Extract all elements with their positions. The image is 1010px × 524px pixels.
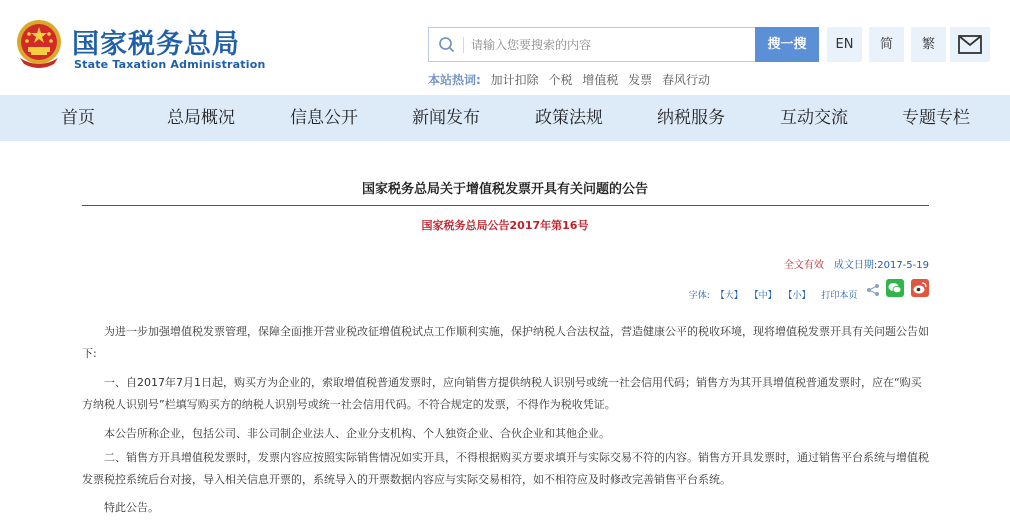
hotword-link[interactable]: 发票 bbox=[628, 73, 653, 87]
search-divider bbox=[463, 37, 464, 53]
site-logo-subtitle: State Taxation Administration bbox=[74, 58, 266, 71]
article-title: 国家税务总局关于增值税发票开具有关问题的公告 bbox=[361, 182, 648, 197]
nav-item-home[interactable]: 首页 bbox=[61, 108, 95, 128]
mail-icon bbox=[958, 35, 982, 54]
nav-item-overview[interactable]: 总局概况 bbox=[167, 108, 235, 128]
article-toolbar bbox=[600, 279, 929, 299]
hotword-link[interactable]: 加计扣除 bbox=[490, 73, 539, 87]
lang-traditional-button[interactable]: 繁 bbox=[911, 27, 946, 62]
title-divider bbox=[82, 205, 929, 206]
font-medium-button[interactable]: 【中】 bbox=[749, 291, 777, 301]
article-paragraph: 一、自2017年7月1日起，购买方为企业的，索取增值税普通发票时，应向销售方提供纳税人识别号或统一社会信用代码；销售方为其开具增值税普通发票时，应在“购买方纳税人识别号”栏填写购买方的纳税人识别号或统一社会信用代码。不符合规定的发票，不得作为税收凭证。 bbox=[82, 376, 922, 411]
nav-item-news[interactable]: 新闻发布 bbox=[412, 108, 480, 128]
print-button[interactable]: 打印本页 bbox=[821, 291, 858, 301]
nav-item-policy[interactable]: 政策法规 bbox=[535, 108, 603, 128]
article-paragraph: 本公告所称企业，包括公司、非公司制企业法人、企业分支机构、个人独资企业、合伙企业和其他企业。 bbox=[104, 427, 610, 440]
site-logo-title[interactable]: 国家税务总局 bbox=[72, 29, 240, 60]
font-large-button[interactable]: 【大】 bbox=[715, 291, 743, 301]
date-label: 成文日期: bbox=[833, 260, 878, 271]
lang-simplified-button[interactable]: 简 bbox=[869, 27, 904, 62]
search-input[interactable] bbox=[471, 34, 751, 56]
nav-item-interaction[interactable]: 互动交流 bbox=[780, 108, 848, 128]
main-nav bbox=[0, 95, 1010, 141]
hotword-link[interactable]: 个税 bbox=[548, 73, 573, 87]
weibo-icon[interactable] bbox=[911, 279, 929, 297]
mail-button[interactable] bbox=[950, 27, 990, 62]
hotword-link[interactable]: 增值税 bbox=[582, 73, 619, 87]
article-status-line bbox=[700, 256, 929, 271]
nav-item-special[interactable]: 专题专栏 bbox=[902, 108, 970, 128]
document-number: 国家税务总局公告2017年第16号 bbox=[421, 219, 589, 232]
article-paragraph: 特此公告。 bbox=[104, 501, 159, 514]
search-icon bbox=[438, 36, 456, 54]
font-size-label: 字体: bbox=[688, 291, 710, 301]
lang-english-button[interactable]: EN bbox=[827, 27, 862, 62]
date-value: 2017-5-19 bbox=[877, 260, 929, 271]
site-header bbox=[0, 0, 1010, 95]
nav-item-disclosure[interactable]: 信息公开 bbox=[290, 108, 358, 128]
search-box bbox=[428, 27, 756, 62]
search-button[interactable]: 搜一搜 bbox=[755, 27, 819, 62]
wechat-icon[interactable] bbox=[886, 279, 904, 297]
hotwords-title: 本站热词: bbox=[428, 73, 481, 87]
hotword-link[interactable]: 春风行动 bbox=[662, 73, 711, 87]
hotwords-bar bbox=[428, 71, 716, 88]
article-paragraph: 为进一步加强增值税发票管理，保障全面推开营业税改征增值税试点工作顺利实施，保护纳税人合法权益，营造健康公平的税收环境，现将增值税发票开具有关问题公告如下: bbox=[82, 325, 929, 360]
share-icon[interactable] bbox=[866, 283, 880, 297]
national-emblem-icon[interactable] bbox=[14, 18, 64, 70]
font-small-button[interactable]: 【小】 bbox=[783, 291, 811, 301]
validity-status: 全文有效 bbox=[783, 260, 824, 271]
article-paragraph: 二、销售方开具增值税发票时，发票内容应按照实际销售情况如实开具，不得根据购买方要求填开与实际交易不符的内容。销售方开具发票时，通过销售平台系统与增值税发票税控系统后台对接，导入相关信息开票的，系统导入的开票数据内容应与实际交易相符，如不相符应及时修改完善销售平台系统。 bbox=[82, 451, 929, 486]
nav-item-service[interactable]: 纳税服务 bbox=[657, 108, 725, 128]
